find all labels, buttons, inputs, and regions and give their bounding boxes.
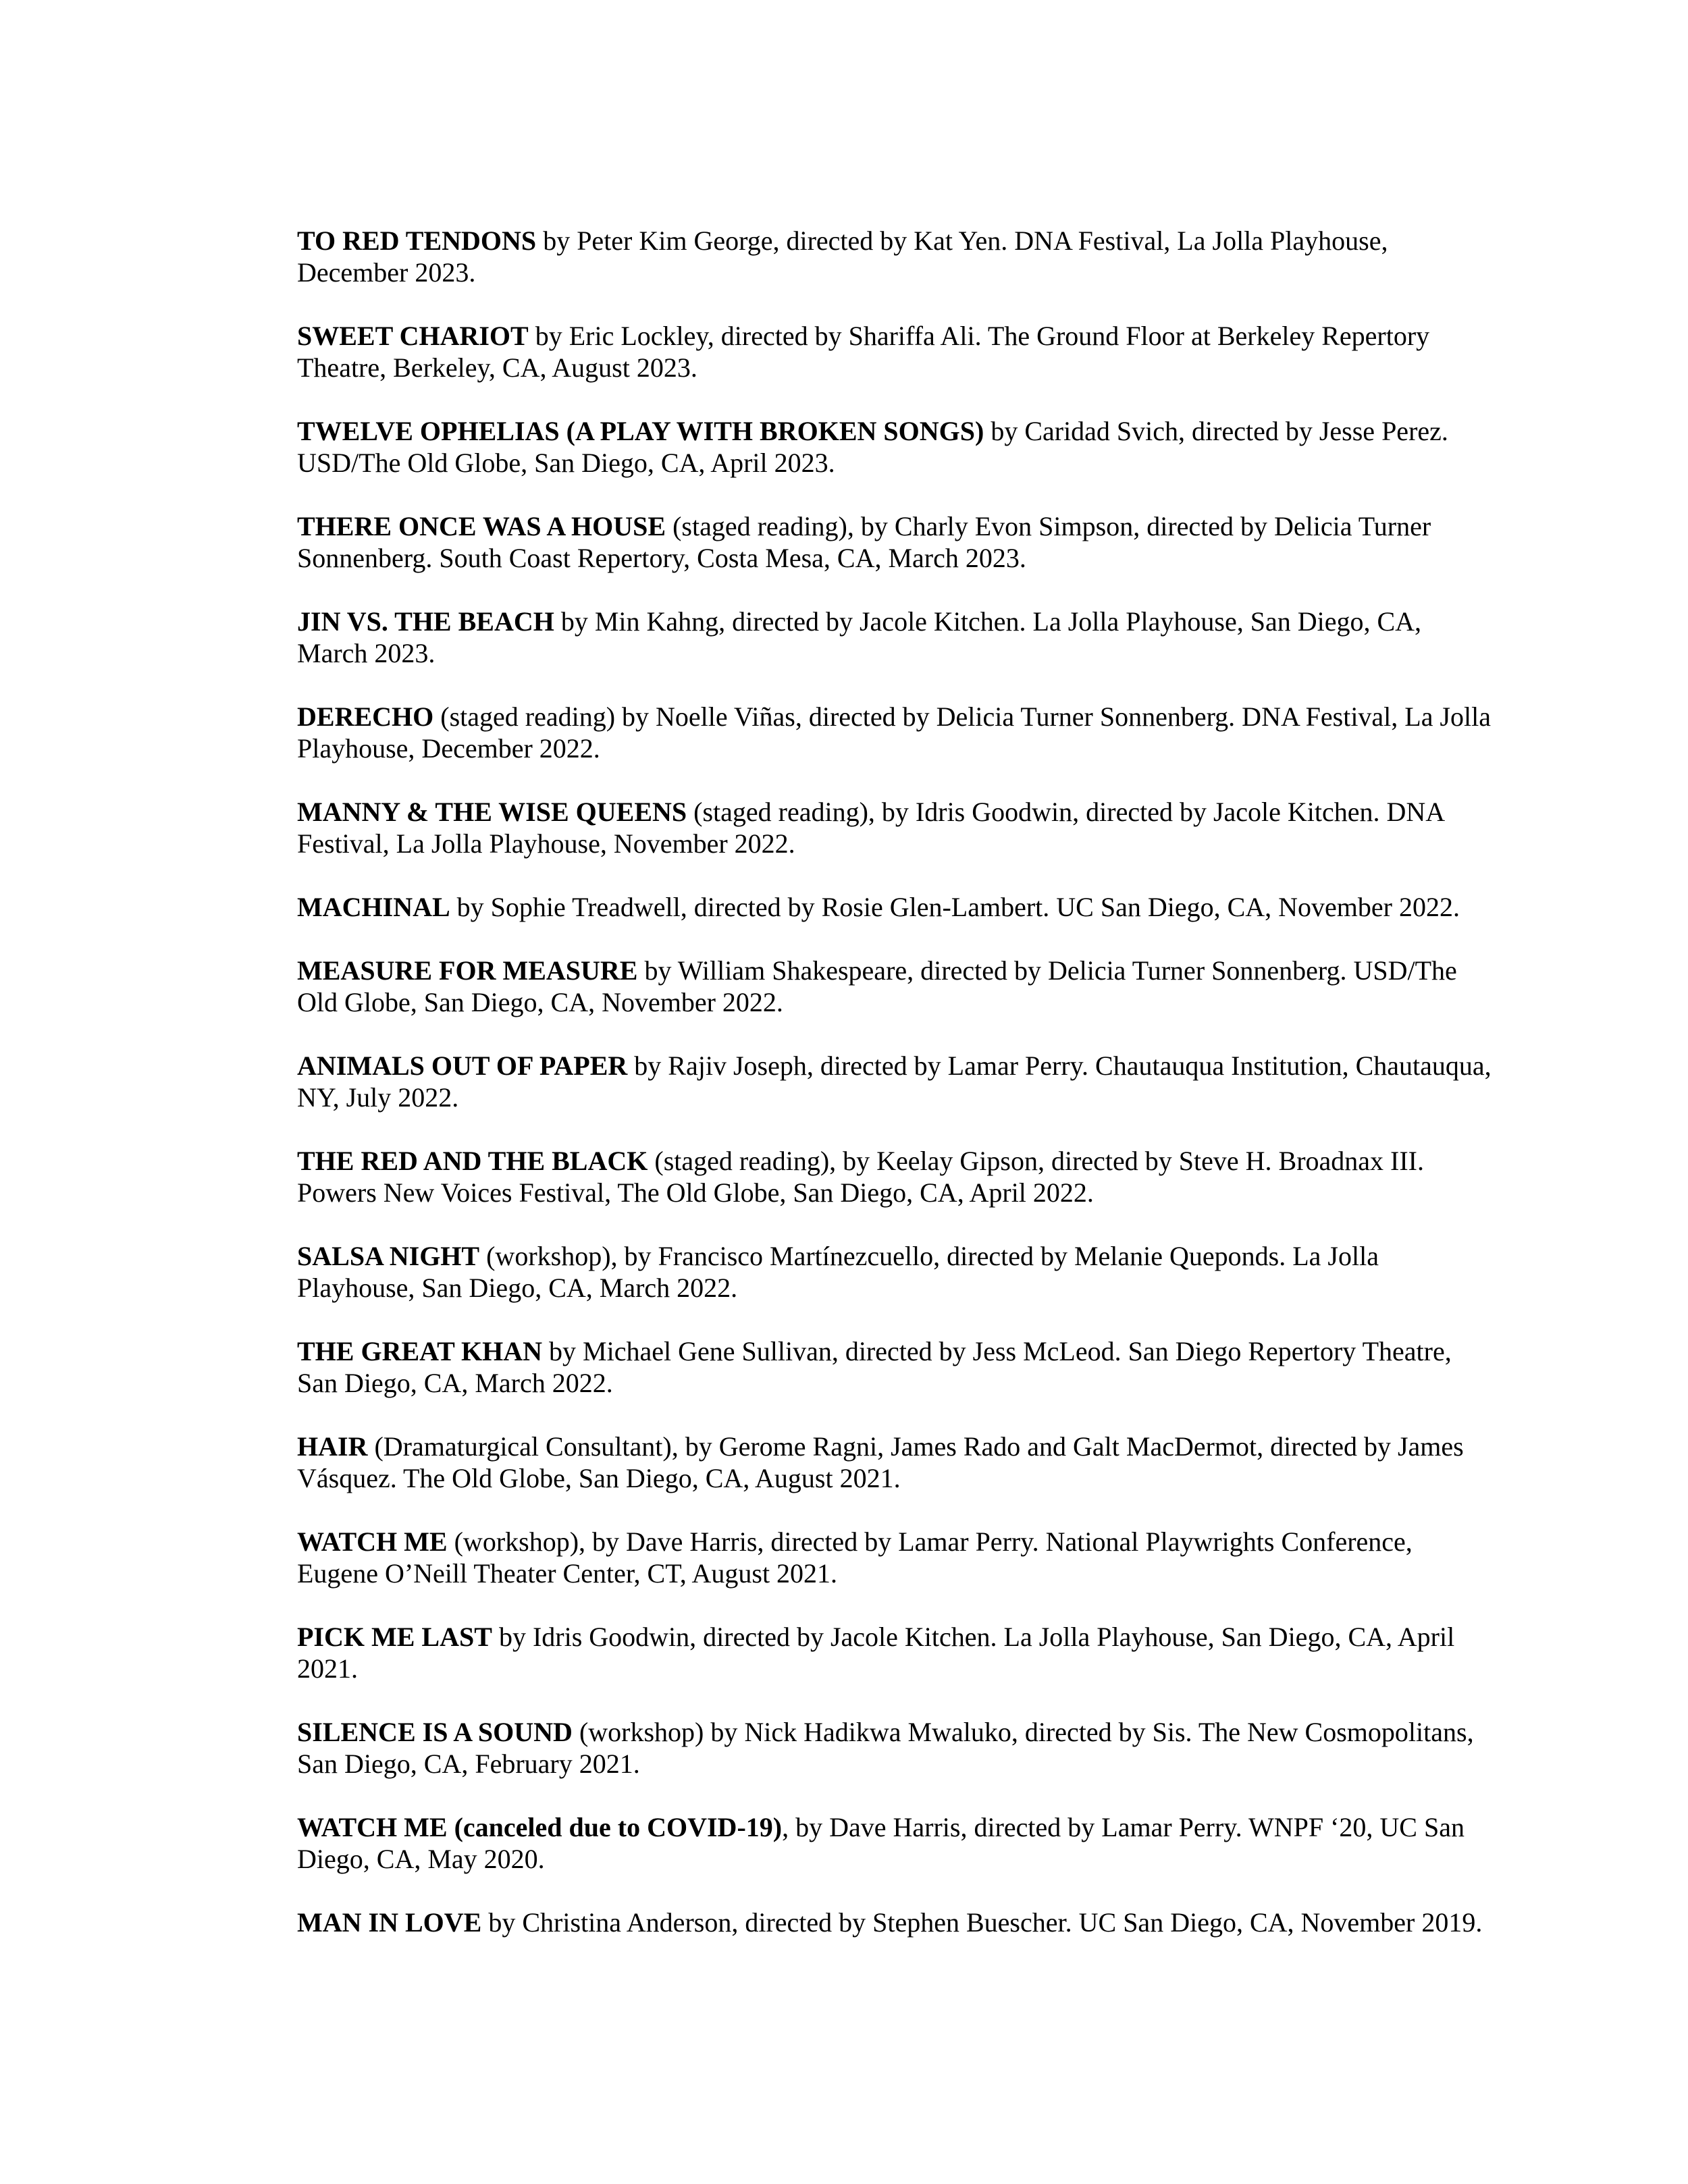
- production-entry: [297, 606, 1492, 669]
- production-entry: [297, 1526, 1492, 1589]
- production-details: by Sophie Treadwell, directed by Rosie Glen-Lambert. UC San Diego, CA, November 2022.: [450, 892, 1460, 922]
- production-title: SILENCE IS A SOUND: [297, 1717, 573, 1747]
- production-details: (staged reading), by Keelay Gipson, directed by Steve H. Broadnax III. Powers New Voices Festival, The Old Globe, San Diego, CA, April 2022.: [297, 1146, 1425, 1208]
- production-details: by William Shakespeare, directed by Delicia Turner Sonnenberg. USD/The Old Globe, San Diego, CA, November 2022.: [297, 955, 1457, 1017]
- production-title: MACHINAL: [297, 892, 450, 922]
- production-entry: [297, 415, 1492, 479]
- production-title: MEASURE FOR MEASURE: [297, 955, 638, 986]
- production-entry: [297, 1907, 1492, 1938]
- production-entry: [297, 1240, 1492, 1304]
- production-title: DERECHO: [297, 701, 434, 732]
- production-title: TWELVE OPHELIAS (A PLAY WITH BROKEN SONGS): [297, 416, 984, 446]
- production-details: (workshop), by Francisco Martínezcuello, directed by Melanie Queponds. La Jolla Playhouse, San Diego, CA, March 2022.: [297, 1241, 1379, 1303]
- production-details: by Min Kahng, directed by Jacole Kitchen. La Jolla Playhouse, San Diego, CA, March 2023.: [297, 606, 1422, 668]
- production-details: (staged reading) by Noelle Viñas, directed by Delicia Turner Sonnenberg. DNA Festival, La Jolla Playhouse, December 2022.: [297, 701, 1492, 764]
- production-details: (workshop), by Dave Harris, directed by Lamar Perry. National Playwrights Conference, Eugene O’Neill Theater Center, CT, August 2021.: [297, 1526, 1413, 1589]
- production-details: by Eric Lockley, directed by Shariffa Ali. The Ground Floor at Berkeley Repertory Theatre, Berkeley, CA, August 2023.: [297, 321, 1430, 383]
- production-details: by Rajiv Joseph, directed by Lamar Perry. Chautauqua Institution, Chautauqua, NY, July 2022.: [297, 1050, 1492, 1113]
- production-title: SALSA NIGHT: [297, 1241, 480, 1271]
- production-entry: [297, 1145, 1492, 1208]
- production-details: by Peter Kim George, directed by Kat Yen. DNA Festival, La Jolla Playhouse, December 2023.: [297, 225, 1388, 288]
- production-entry: [297, 1335, 1492, 1399]
- production-entry: [297, 225, 1492, 288]
- production-title: THE GREAT KHAN: [297, 1336, 543, 1366]
- production-entry: [297, 1621, 1492, 1684]
- production-title: SWEET CHARIOT: [297, 321, 529, 351]
- production-details: by Christina Anderson, directed by Stephen Buescher. UC San Diego, CA, November 2019.: [481, 1907, 1483, 1938]
- production-entry: [297, 955, 1492, 1018]
- production-details: (staged reading), by Charly Evon Simpson, directed by Delicia Turner Sonnenberg. South Coast Repertory, Costa Mesa, CA, March 2023.: [297, 511, 1431, 573]
- production-title: THERE ONCE WAS A HOUSE: [297, 511, 666, 541]
- production-title: MANNY & THE WISE QUEENS: [297, 797, 687, 827]
- production-title: HAIR: [297, 1431, 368, 1462]
- production-details: by Caridad Svich, directed by Jesse Perez. USD/The Old Globe, San Diego, CA, April 2023.: [297, 416, 1448, 478]
- production-entry: [297, 1050, 1492, 1113]
- production-details: (workshop) by Nick Hadikwa Mwaluko, directed by Sis. The New Cosmopolitans, San Diego, CA, February 2021.: [297, 1717, 1474, 1779]
- production-details: , by Dave Harris, directed by Lamar Perry. WNPF ‘20, UC San Diego, CA, May 2020.: [297, 1812, 1465, 1874]
- production-entry: [297, 796, 1492, 859]
- production-details: (Dramaturgical Consultant), by Gerome Ragni, James Rado and Galt MacDermot, directed by James Vásquez. The Old Globe, San Diego, CA, August 2021.: [297, 1431, 1464, 1493]
- production-title: JIN VS. THE BEACH: [297, 606, 554, 637]
- production-details: by Michael Gene Sullivan, directed by Jess McLeod. San Diego Repertory Theatre, San Diego, CA, March 2022.: [297, 1336, 1452, 1398]
- production-entry: [297, 701, 1492, 764]
- production-title: THE RED AND THE BLACK: [297, 1146, 648, 1176]
- production-list: [297, 225, 1492, 1938]
- production-entry: [297, 891, 1492, 923]
- production-details: by Idris Goodwin, directed by Jacole Kitchen. La Jolla Playhouse, San Diego, CA, April 2021.: [297, 1622, 1455, 1684]
- production-entry: [297, 510, 1492, 574]
- production-details: (staged reading), by Idris Goodwin, directed by Jacole Kitchen. DNA Festival, La Jolla Playhouse, November 2022.: [297, 797, 1444, 859]
- production-title: WATCH ME (canceled due to COVID-19): [297, 1812, 783, 1842]
- production-entry: [297, 1811, 1492, 1875]
- production-entry: [297, 1431, 1492, 1494]
- production-entry: [297, 320, 1492, 383]
- production-title: TO RED TENDONS: [297, 225, 537, 256]
- production-title: PICK ME LAST: [297, 1622, 492, 1652]
- production-title: WATCH ME: [297, 1526, 448, 1557]
- production-title: MAN IN LOVE: [297, 1907, 482, 1938]
- production-title: ANIMALS OUT OF PAPER: [297, 1050, 628, 1081]
- production-entry: [297, 1716, 1492, 1780]
